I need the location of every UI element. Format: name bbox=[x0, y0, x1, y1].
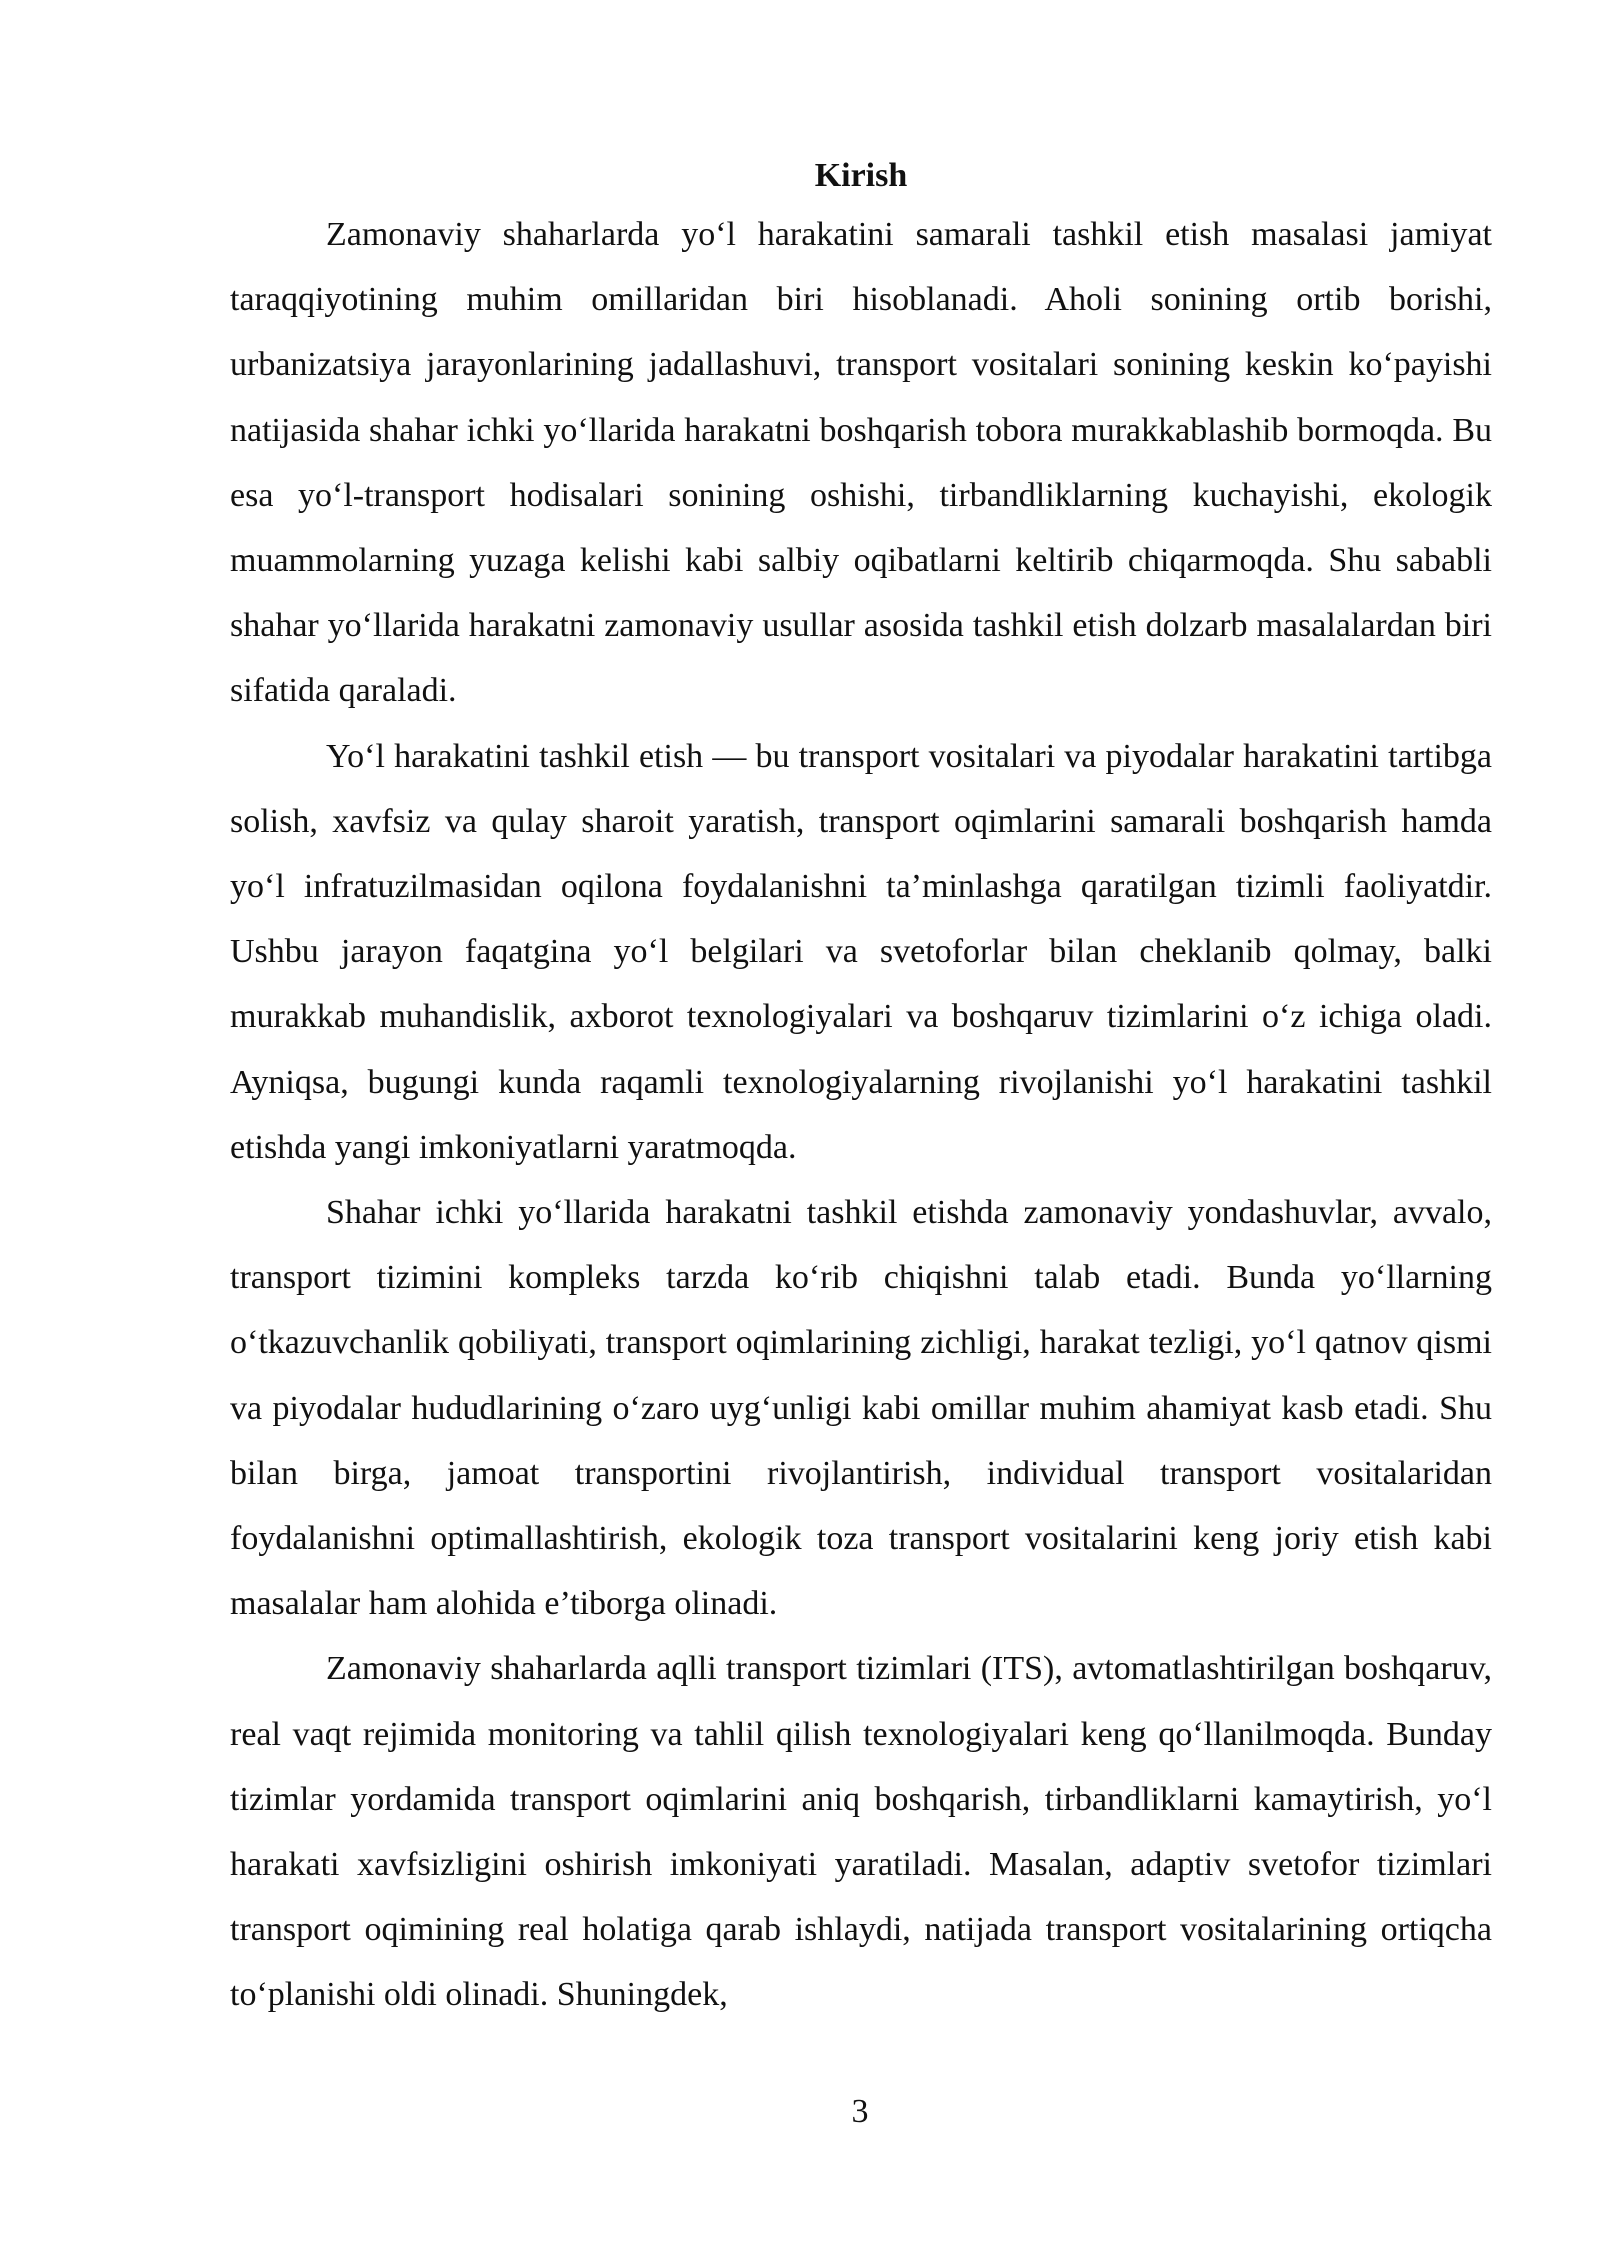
page-number: 3 bbox=[851, 2093, 869, 2130]
document-body bbox=[230, 150, 1492, 2028]
paragraph-1: Zamonaviy shaharlarda yo‘l harakatini samarali tashkil etish masalasi jamiyat taraqqiyotining muhim omillaridan biri hisoblanadi. Aholi sonining ortib borishi, urbanizatsiya jarayonlarining jadallashuvi, transport vositalari sonining keskin ko‘payishi natijasida shahar ichki yo‘llarida harakatni boshqarish tobora murakkablashib bormoqda. Bu esa yo‘l-transport hodisalari sonining oshishi, tirbandliklarning kuchayishi, ekologik muammolarning yuzaga kelishi kabi salbiy oqibatlarni keltirib chiqarmoqda. Shu sababli shahar yo‘llarida harakatni zamonaviy usullar asosida tashkil etish dolzarb masalalardan biri sifatida qaraladi. bbox=[230, 216, 1492, 710]
paragraph-2: Yo‘l harakatini tashkil etish — bu transport vositalari va piyodalar harakatini tartibga solish, xavfsiz va qulay sharoit yaratish, transport oqimlarini samarali boshqarish hamda yo‘l infratuzilmasidan oqilona foydalanishni ta’minlashga qaratilgan tizimli faoliyatdir. Ushbu jarayon faqatgina yo‘l belgilari va svetoforlar bilan cheklanib qolmay, balki murakkab muhandislik, axborot texnologiyalari va boshqaruv tizimlarini o‘z ichiga oladi. Ayniqsa, bugungi kunda raqamli texnologiyalarning rivojlanishi yo‘l harakatini tashkil etishda yangi imkoniyatlarni yaratmoqda. bbox=[230, 737, 1492, 1166]
paragraph-4: Zamonaviy shaharlarda aqlli transport tizimlari (ITS), avtomatlashtirilgan boshqaruv, real vaqt rejimida monitoring va tahlil qilish texnologiyalari keng qo‘llanilmoqda. Bunday tizimlar yordamida transport oqimlarini aniq boshqarish, tirbandliklarni kamaytirish, yo‘l harakati xavfsizligini oshirish imkoniyati yaratiladi. Masalan, adaptiv svetofor tizimlari transport oqimining real holatiga qarab ishlaydi, natijada transport vositalarining ortiqcha to‘planishi oldi olinadi. Shuningdek, bbox=[230, 1650, 1492, 2014]
page-title: Kirish bbox=[814, 157, 908, 194]
paragraph-3: Shahar ichki yo‘llarida harakatni tashkil etishda zamonaviy yondashuvlar, avvalo, transport tizimini kompleks tarzda ko‘rib chiqishni talab etadi. Bunda yo‘llarning o‘tkazuvchanlik qobiliyati, transport oqimlarining zichligi, harakat tezligi, yo‘l qatnov qismi va piyodalar hududlarining o‘zaro uyg‘unligi kabi omillar muhim ahamiyat kasb etadi. Shu bilan birga, jamoat transportini rivojlantirish, individual transport vositalaridan foydalanishni optimallashtirish, ekologik toza transport vositalarini keng joriy etish kabi masalalar ham alohida e’tiborga olinadi. bbox=[230, 1194, 1492, 1623]
